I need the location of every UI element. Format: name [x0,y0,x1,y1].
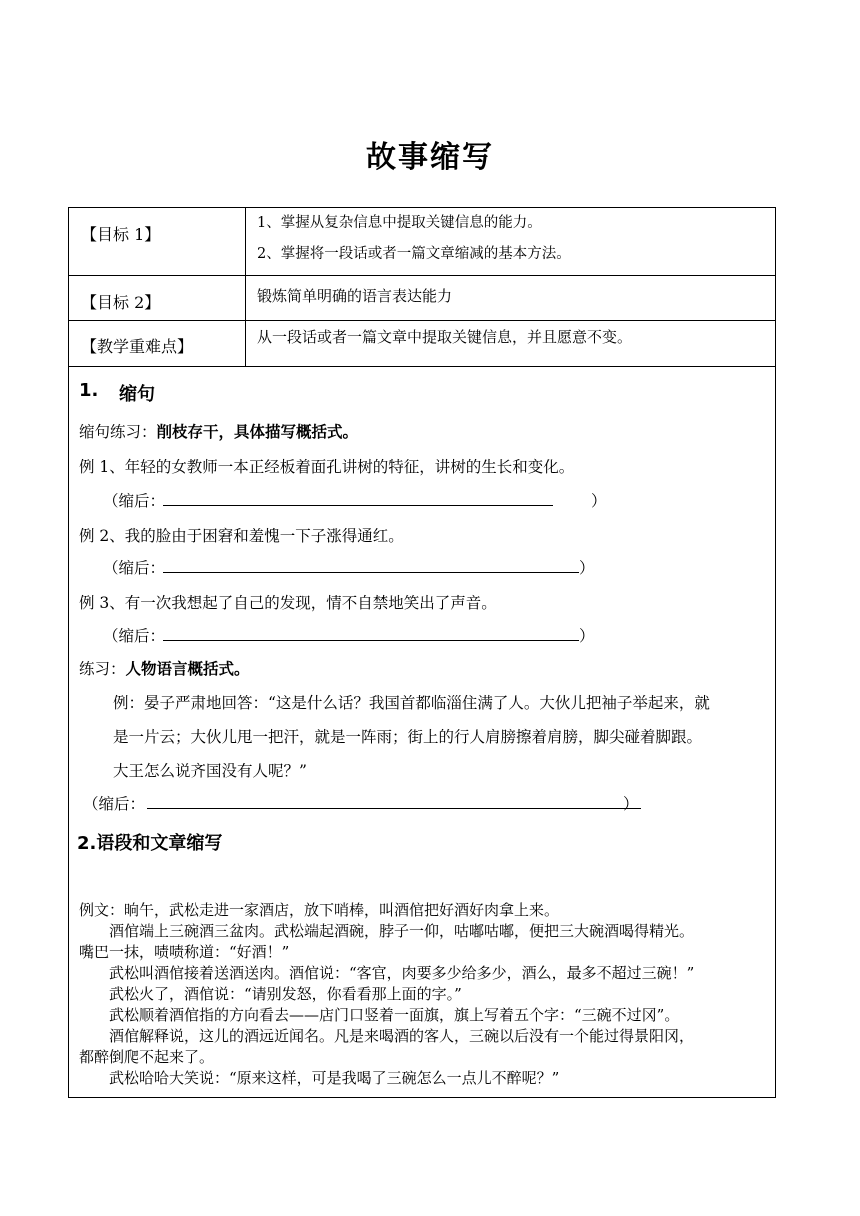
section2-heading: 2.语段和文章缩写 [77,833,223,854]
answer-label-1: （缩后： [103,492,166,510]
key-points-text: 从一段话或者一篇文章中提取关键信息，并且愿意不变。 [257,328,633,346]
practice-prefix: 缩句练习： [79,423,157,441]
goal1-line-1: 1、掌握从复杂信息中提取关键信息的能力。 [257,215,542,231]
story-line: 酒倌解释说，这儿的酒远近闻名。凡是来喝酒的客人，三碗以后没有一个能过得景阳冈， [79,1027,695,1045]
section1-heading-number: 1. [79,380,99,401]
practice2-line [79,657,250,679]
page-title: 故事缩写 [366,140,494,175]
table-row-divider [69,275,775,276]
section1-heading: 缩句 [119,384,155,405]
answer-close-2: ） [579,559,595,577]
story-line: 武松顺着酒倌指的方向看去——店门口竖着一面旗，旗上写着五个字：“三碗不过冈”。 [79,1006,680,1024]
story-passage [79,900,775,1089]
example-2: 例 2、我的脸由于困窘和羞愧一下子涨得通红。 [79,527,404,545]
quote-line-1: 例：晏子严肃地回答：“这是什么话？我国首都临淄住满了人。大伙儿把袖子举起来，就 [113,694,710,712]
story-line: 嘴巴一抹，啧啧称道：“好酒！” [79,943,290,961]
answer-blank-1[interactable] [163,505,553,506]
answer-blank-3[interactable] [163,640,579,641]
example-1: 例 1、年轻的女教师一本正经板着面孔讲树的特征，讲树的生长和变化。 [79,458,575,476]
answer-close-1: ） [591,492,607,510]
goal2-text: 锻炼简单明确的语言表达能力 [257,287,453,305]
table-column-divider [245,208,246,366]
story-line: 武松火了，酒倌说：“请别发怒，你看看那上面的字。” [79,985,462,1003]
practice-rule: 削枝存干，具体描写概括式。 [156,423,359,441]
answer-blank-2[interactable] [163,572,579,573]
story-line: 酒倌端上三碗酒三盆肉。武松端起酒碗，脖子一仰，咕嘟咕嘟，便把三大碗酒喝得精光。 [79,922,695,940]
quote-line-2: 是一片云；大伙儿甩一把汗，就是一阵雨；街上的行人肩膀擦着肩膀，脚尖碰着脚跟。 [113,728,703,746]
story-line: 武松哈哈大笑说：“原来这样，可是我喝了三碗怎么一点儿不醉呢？” [79,1069,560,1087]
practice-line [79,420,358,442]
key-points-label: 【教学重难点】 [81,337,194,356]
story-line: 都醉倒爬不起来了。 [79,1048,215,1066]
answer-blank-4[interactable] [147,808,641,809]
goal2-label: 【目标 2】 [81,293,161,312]
goal1-label: 【目标 1】 [81,225,161,244]
quote-line-3: 大王怎么说齐国没有人呢？” [113,762,307,780]
table-row-divider [69,366,775,367]
practice2-prefix: 练习： [79,660,126,678]
practice2-rule: 人物语言概括式。 [125,660,250,678]
answer-label-3: （缩后： [103,627,166,645]
story-line: 武松叫酒倌接着送酒送肉。酒倌说：“客官，肉要多少给多少，酒么，最多不超过三碗！” [79,964,695,982]
answer-close-4: ） [623,795,639,813]
story-line: 例文：晌午，武松走进一家酒店，放下哨棒，叫酒倌把好酒好肉拿上来。 [79,901,560,919]
lesson-table [68,207,776,1098]
example-3: 例 3、有一次我想起了自己的发现，情不自禁地笑出了声音。 [79,594,497,612]
answer-label-4: （缩后： [83,795,146,813]
answer-close-3: ） [579,627,595,645]
table-row-divider [69,320,775,321]
goal1-line-2: 2、掌握将一段话或者一篇文章缩减的基本方法。 [257,246,571,262]
answer-label-2: （缩后： [103,559,166,577]
